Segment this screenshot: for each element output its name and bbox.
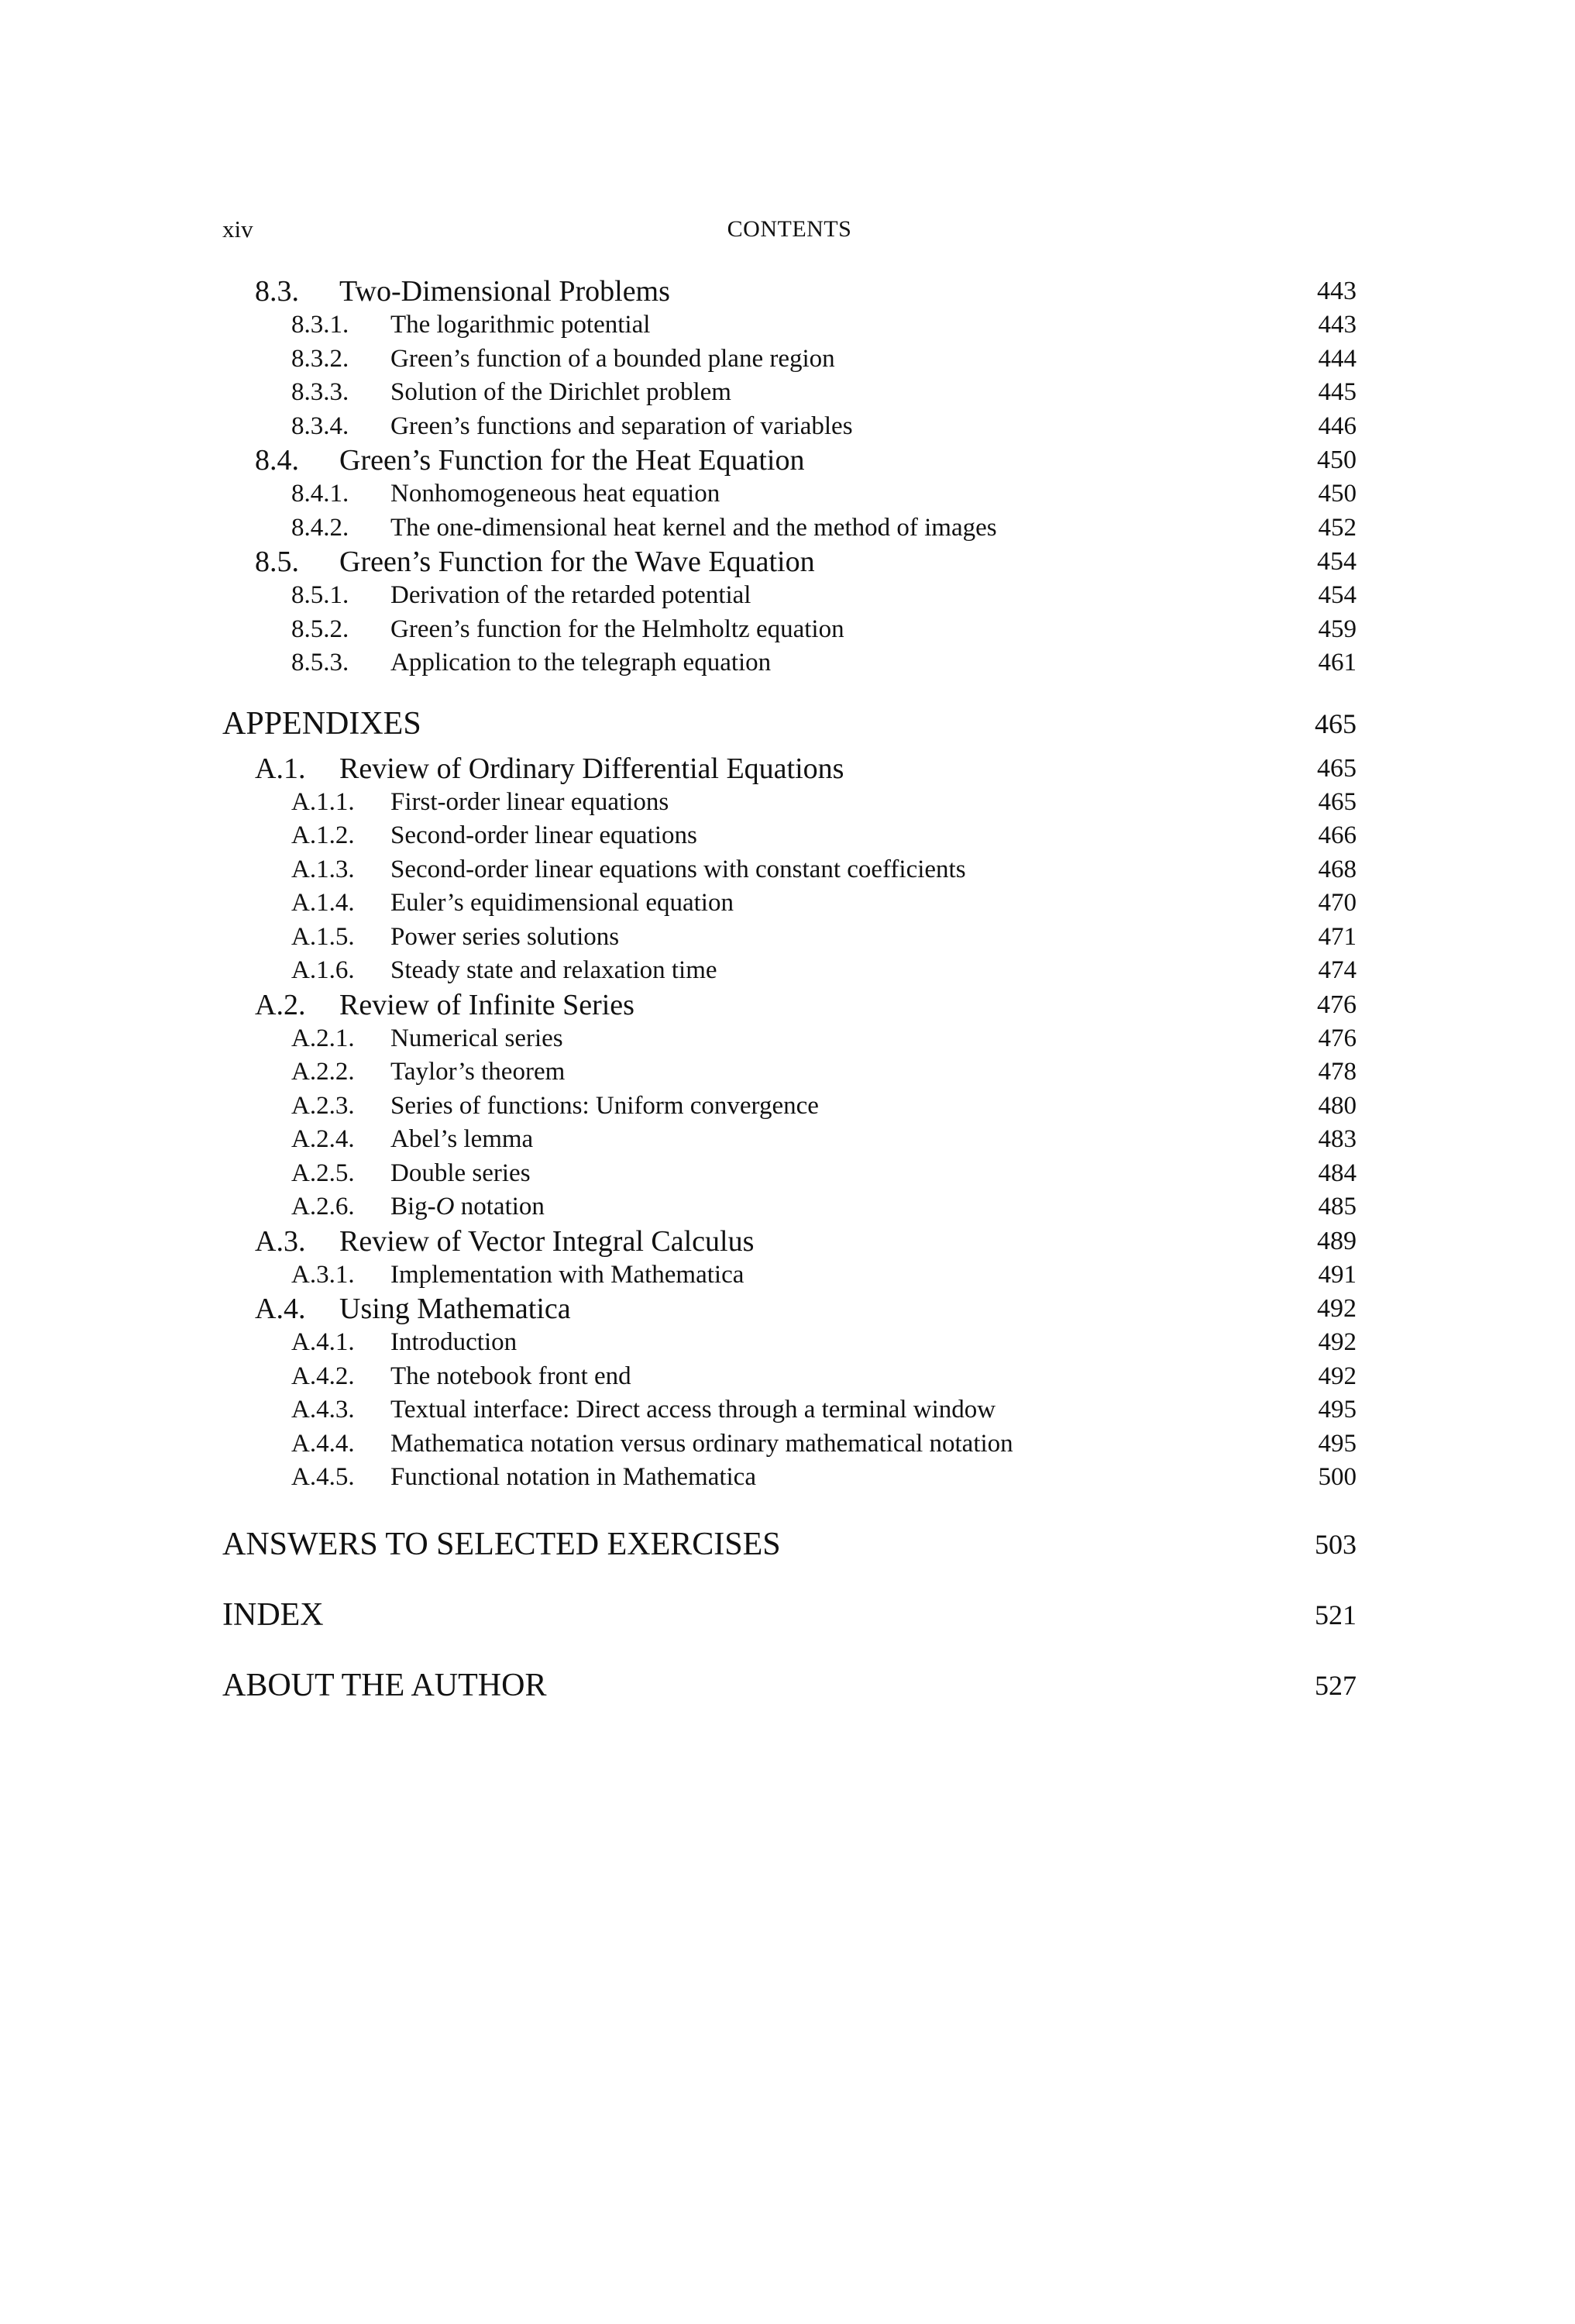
toc-subsection-a-1-4[interactable] [222,887,1357,921]
subsection-title: Numerical series [390,1024,563,1052]
running-title: CONTENTS [727,216,852,242]
page-ref: 443 [1317,277,1357,305]
page-ref: 480 [1318,1091,1357,1120]
subsection-title: Taylor’s theorem [390,1058,566,1086]
toc-subsection-a-4-4[interactable] [222,1427,1357,1462]
toc-subsection-8-3-3[interactable] [222,376,1357,410]
page-number: xiv [222,215,253,243]
subsection-number: A.2.4. [291,1125,355,1153]
subsection-title: Euler’s equidimensional equation [390,889,734,917]
subsection-number: A.4.5. [291,1463,355,1491]
page-ref: 454 [1318,581,1357,609]
page-header [222,214,1357,251]
toc-subsection-a-4-2[interactable] [222,1360,1357,1394]
page-ref: 465 [1318,787,1357,816]
toc-chapter-index[interactable] [222,1595,1357,1635]
page-ref: 492 [1318,1362,1357,1390]
section-number: A.4. [255,1293,306,1325]
toc-section-a-2[interactable] [222,988,1357,1022]
page-ref: 450 [1317,446,1357,474]
subsection-title: Functional notation in Mathematica [390,1463,756,1491]
page-ref: 483 [1318,1125,1357,1153]
toc-subsection-8-3-4[interactable] [222,410,1357,444]
page-ref: 461 [1318,649,1357,677]
page-ref: 485 [1318,1193,1357,1221]
subsection-title: Green’s functions and separation of variables [390,411,853,440]
subsection-number: A.4.3. [291,1396,355,1424]
toc-chapter-answers[interactable] [222,1524,1357,1565]
page-ref: 489 [1317,1226,1357,1255]
subsection-number: A.2.1. [291,1024,355,1052]
subsection-number: A.1.6. [291,956,355,984]
page-ref: 459 [1318,615,1357,643]
section-title: Green’s Function for the Heat Equation [339,444,805,477]
page-ref: 476 [1317,990,1357,1019]
subsection-number: 8.3.1. [291,311,349,339]
subsection-title [390,1190,545,1224]
subsection-title: Implementation with Mathematica [390,1260,745,1289]
subsection-title: Introduction [390,1328,518,1356]
toc-subsection-a-1-2[interactable] [222,819,1357,853]
toc-subsection-a-3-1[interactable] [222,1258,1357,1293]
page-ref: 470 [1318,889,1357,917]
page-ref: 484 [1318,1159,1357,1187]
subsection-title: Power series solutions [390,922,620,951]
toc-subsection-8-5-1[interactable] [222,579,1357,613]
toc-subsection-8-5-3[interactable] [222,646,1357,680]
page-ref: 495 [1318,1396,1357,1424]
subsection-number: A.2.5. [291,1159,355,1187]
page-ref: 492 [1318,1328,1357,1356]
subsection-number: 8.3.3. [291,378,349,406]
chapter-title: APPENDIXES [222,705,421,742]
subsection-title: Application to the telegraph equation [390,649,772,677]
subsection-number: 8.5.1. [291,581,349,609]
toc-subsection-a-4-3[interactable] [222,1393,1357,1427]
toc-section-8-5[interactable] [222,545,1357,579]
toc-subsection-8-3-2[interactable] [222,343,1357,377]
page-ref: 444 [1318,344,1357,373]
subsection-number: A.4.2. [291,1362,355,1390]
page-ref: 491 [1318,1260,1357,1289]
page-ref: 478 [1318,1058,1357,1086]
toc-subsection-8-4-1[interactable] [222,477,1357,511]
subsection-number: A.1.2. [291,821,355,849]
subsection-number: 8.3.2. [291,344,349,373]
subsection-number: A.4.1. [291,1328,355,1356]
subsection-title: Abel’s lemma [390,1125,534,1153]
subsection-number: A.2.6. [291,1193,355,1221]
subsection-number: A.3.1. [291,1260,355,1289]
subsection-title: The logarithmic potential [390,311,651,339]
chapter-title: ABOUT THE AUTHOR [222,1667,547,1703]
subsection-title: Series of functions: Uniform convergence [390,1091,819,1120]
subsection-number: A.4.4. [291,1429,355,1458]
table-of-contents [222,274,1357,1706]
page-ref: 468 [1318,855,1357,883]
section-title: Review of Vector Integral Calculus [339,1224,755,1258]
subsection-title: Second-order linear equations with constant coefficients [390,855,966,883]
page-ref: 476 [1318,1024,1357,1052]
page-ref: 466 [1318,821,1357,849]
toc-section-8-3[interactable] [222,274,1357,308]
toc-section-a-1[interactable] [222,752,1357,786]
toc-section-a-4[interactable] [222,1292,1357,1326]
toc-subsection-a-2-5[interactable] [222,1157,1357,1191]
toc-subsection-a-1-5[interactable] [222,921,1357,955]
section-number: 8.5. [255,546,299,578]
toc-subsection-a-2-6[interactable] [222,1190,1357,1224]
toc-subsection-a-1-3[interactable] [222,853,1357,887]
subsection-title: Second-order linear equations [390,821,697,849]
page-ref: 495 [1318,1429,1357,1458]
toc-section-a-3[interactable] [222,1224,1357,1258]
subsection-title: Nonhomogeneous heat equation [390,480,720,508]
subsection-number: 8.5.2. [291,615,349,643]
toc-chapter-appendixes[interactable] [222,704,1357,744]
toc-subsection-a-4-5[interactable] [222,1461,1357,1495]
toc-subsection-a-1-6[interactable] [222,954,1357,988]
toc-subsection-8-3-1[interactable] [222,308,1357,343]
section-number: A.3. [255,1224,306,1258]
title-italic-symbol: O [435,1193,455,1221]
toc-subsection-8-5-2[interactable] [222,613,1357,647]
subsection-title: Green’s function of a bounded plane region [390,344,835,373]
section-number: A.1. [255,752,306,785]
subsection-title: Steady state and relaxation time [390,956,717,984]
toc-chapter-about-author[interactable] [222,1665,1357,1706]
subsection-number: A.2.3. [291,1091,355,1120]
subsection-number: A.1.5. [291,922,355,951]
subsection-number: A.2.2. [291,1058,355,1086]
toc-subsection-a-2-3[interactable] [222,1090,1357,1124]
page-ref: 521 [1315,1599,1357,1630]
toc-subsection-8-4-2[interactable] [222,511,1357,546]
subsection-title: Solution of the Dirichlet problem [390,378,731,406]
section-title: Using Mathematica [339,1293,571,1325]
subsection-title: Derivation of the retarded potential [390,581,751,609]
chapter-title: INDEX [222,1596,324,1633]
subsection-title: The one-dimensional heat kernel and the method of images [390,513,997,542]
page-ref: 474 [1318,956,1357,984]
page-ref: 445 [1318,378,1357,406]
subsection-title: First-order linear equations [390,787,669,816]
subsection-number: 8.3.4. [291,411,349,440]
subsection-title: Double series [390,1159,531,1187]
section-number: A.2. [255,988,306,1021]
toc-section-8-4[interactable] [222,443,1357,477]
subsection-title: Mathematica notation versus ordinary mathematical notation [390,1429,1013,1458]
subsection-title: Green’s function for the Helmholtz equation [390,615,844,643]
section-title: Green’s Function for the Wave Equation [339,546,815,578]
page-ref: 492 [1317,1294,1357,1323]
subsection-number: 8.4.1. [291,480,349,508]
page-ref: 465 [1315,708,1357,739]
section-title: Review of Infinite Series [339,988,634,1021]
page-ref: 443 [1318,311,1357,339]
section-title: Review of Ordinary Differential Equations [339,752,844,785]
subsection-number: A.1.1. [291,787,355,816]
chapter-title: ANSWERS TO SELECTED EXERCISES [222,1526,781,1562]
title-suffix: notation [454,1193,545,1221]
page-ref: 503 [1315,1528,1357,1560]
page-ref: 450 [1318,480,1357,508]
subsection-number: A.1.4. [291,889,355,917]
page-ref: 527 [1315,1669,1357,1701]
page-ref: 452 [1318,513,1357,542]
subsection-number: 8.4.2. [291,513,349,542]
subsection-number: 8.5.3. [291,649,349,677]
toc-subsection-a-4-1[interactable] [222,1326,1357,1360]
toc-subsection-a-1-1[interactable] [222,786,1357,820]
section-title: Two-Dimensional Problems [339,275,670,308]
toc-subsection-a-2-4[interactable] [222,1123,1357,1157]
page-ref: 471 [1318,922,1357,951]
subsection-title: The notebook front end [390,1362,631,1390]
subsection-title: Textual interface: Direct access through a terminal window [390,1396,996,1424]
page-ref: 500 [1318,1463,1357,1491]
page-ref: 465 [1317,753,1357,783]
toc-subsection-a-2-1[interactable] [222,1022,1357,1056]
page-ref: 454 [1317,547,1357,576]
subsection-number: A.1.3. [291,855,355,883]
section-number: 8.4. [255,444,299,477]
title-prefix: Big- [390,1193,436,1221]
section-number: 8.3. [255,275,299,308]
toc-subsection-a-2-2[interactable] [222,1055,1357,1090]
page-ref: 446 [1318,411,1357,440]
